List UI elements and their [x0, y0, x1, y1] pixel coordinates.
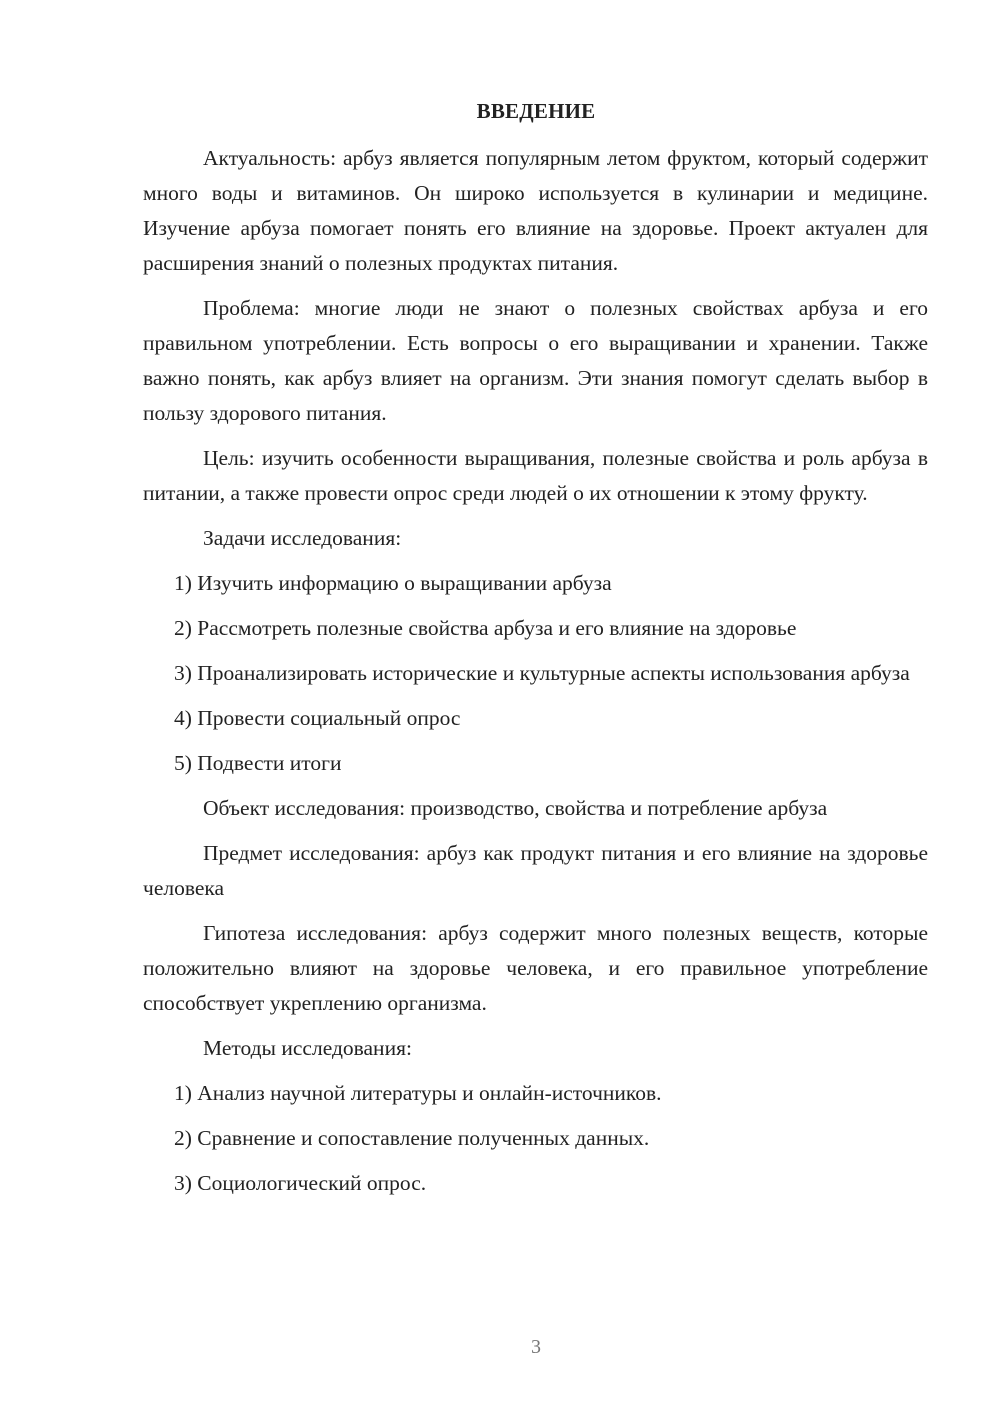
object-paragraph: Объект исследования: производство, свойства и потребление арбуза	[203, 796, 828, 820]
task-item: 3) Проанализировать исторические и культурные аспекты использования арбуза	[174, 661, 910, 685]
task-item: 4) Провести социальный опрос	[174, 706, 461, 730]
subject-paragraph: Предмет исследования: арбуз как продукт питания и его влияние на здоровье человека	[143, 841, 928, 900]
method-item: 2) Сравнение и сопоставление полученных данных.	[174, 1126, 650, 1150]
problem-paragraph: Проблема: многие люди не знают о полезных свойствах арбуза и его правильном употреблении. Есть вопросы о его выращивании и хранении. Также важно понять, как арбуз влияет на организм. Эти знания помогут сделать выбор в пользу здорового питания.	[143, 296, 928, 425]
methods-heading: Методы исследования:	[203, 1036, 412, 1060]
goal-paragraph: Цель: изучить особенности выращивания, полезные свойства и роль арбуза в питании, а также провести опрос среди людей о их отношении к этому фрукту.	[143, 446, 928, 505]
hypothesis-paragraph: Гипотеза исследования: арбуз содержит много полезных веществ, которые положительно влияют на здоровье человека, и его правильное употребление способствует укреплению организма.	[143, 921, 928, 1015]
page-number: 3	[531, 1336, 541, 1358]
tasks-heading: Задачи исследования:	[203, 526, 402, 550]
task-item: 2) Рассмотреть полезные свойства арбуза и его влияние на здоровье	[174, 616, 797, 640]
page-body	[143, 141, 928, 1211]
section-title: ВВЕДЕНИЕ	[476, 99, 596, 123]
relevance-paragraph: Актуальность: арбуз является популярным летом фруктом, который содержит много воды и витаминов. Он широко используется в кулинарии и медицине. Изучение арбуза помогает понять его влияние на здоровье. Проект актуален для расширения знаний о полезных продуктах питания.	[143, 146, 928, 275]
task-item: 1) Изучить информацию о выращивании арбуза	[174, 571, 612, 595]
method-item: 3) Социологический опрос.	[174, 1171, 427, 1195]
task-item: 5) Подвести итоги	[174, 751, 342, 775]
method-item: 1) Анализ научной литературы и онлайн-источников.	[174, 1081, 662, 1105]
